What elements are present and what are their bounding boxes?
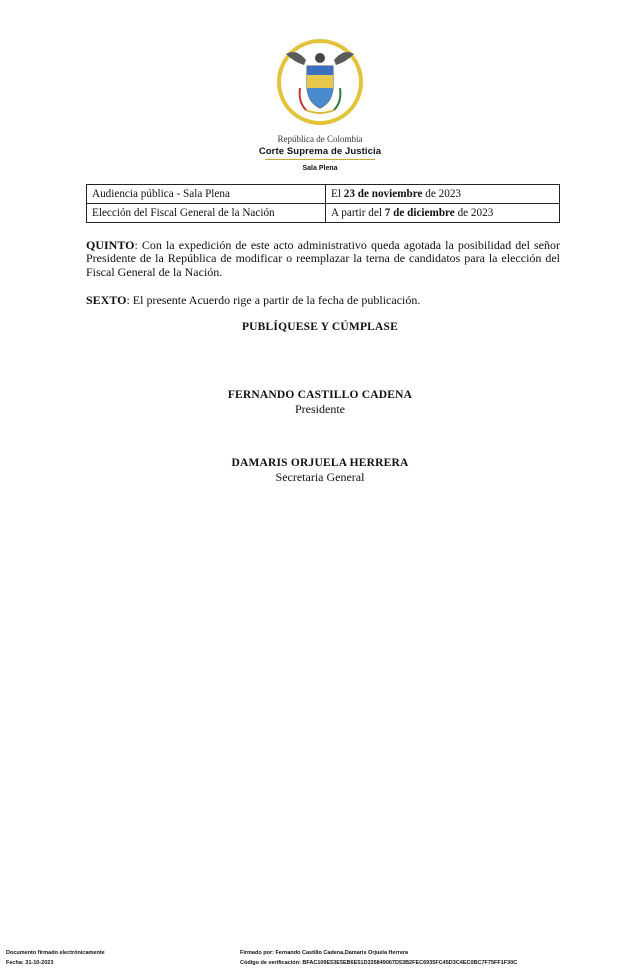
sexto-text: : El presente Acuerdo rige a partir de la fecha de publicación. xyxy=(126,293,421,307)
quinto-paragraph xyxy=(86,239,560,279)
sala-label: Sala Plena xyxy=(302,165,338,172)
table-row xyxy=(87,204,560,223)
schedule-activity: Elección del Fiscal General de la Nación xyxy=(87,204,326,223)
header-divider xyxy=(265,159,375,160)
schedule-date: A partir del 7 de diciembre de 2023 xyxy=(326,204,560,223)
signature-name: FERNANDO CASTILLO CADENA xyxy=(227,389,413,401)
quinto-label: QUINTO xyxy=(86,238,135,252)
schedule-date: El 23 de noviembre de 2023 xyxy=(326,185,560,204)
corte-label: Corte Suprema de Justicia xyxy=(258,146,382,157)
schedule-table xyxy=(86,184,560,223)
signature-role: Secretaria General xyxy=(275,470,365,484)
publiquese-heading: PUBLÍQUESE Y CÚMPLASE xyxy=(241,321,399,333)
sexto-paragraph xyxy=(86,294,560,307)
signature-role: Presidente xyxy=(295,402,345,416)
table-row xyxy=(87,185,560,204)
footer-doc-label: Documento firmado electrónicamente xyxy=(6,950,105,956)
footer-fecha: Fecha: 31-10-2023 xyxy=(6,960,54,966)
footer-codigo: Código de verificación: BFAC109E53E5EB6E51D335849067D53B2FEC6935FC45D3C4EC0BC7F75FF1F30C xyxy=(240,960,518,966)
footer-firmado: Firmado por: Fernando Castillo Cadena,Damaris Orjuela Herrera xyxy=(240,950,409,956)
schedule-activity: Audiencia pública - Sala Plena xyxy=(87,185,326,204)
republica-label: República de Colombia xyxy=(277,134,363,144)
coat-of-arms-icon xyxy=(276,38,364,126)
sexto-label: SEXTO xyxy=(86,293,127,307)
quinto-text: : Con la expedición de este acto administrativo queda agotada la posibilidad del señor Presidente de la República de modificar o reemplazar la terna de candidatos para la elección del Fiscal General de la Nación. xyxy=(86,238,560,279)
signature-name: DAMARIS ORJUELA HERRERA xyxy=(231,457,409,469)
